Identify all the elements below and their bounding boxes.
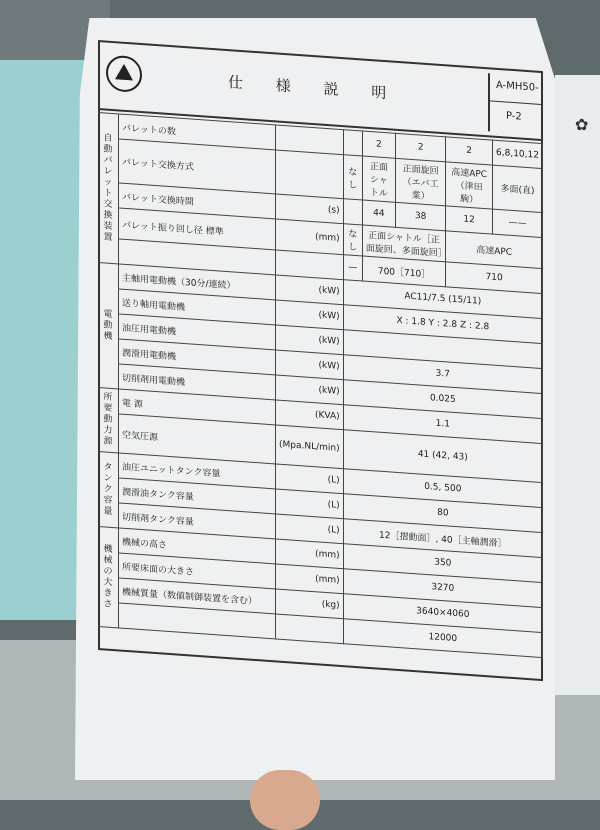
background-blue-sheet <box>0 60 90 620</box>
row-unit <box>276 614 344 644</box>
section-label: タンク容量 <box>98 452 119 528</box>
row-label: パレット振り回し径 標準 <box>119 208 276 250</box>
cell: なし <box>343 224 362 256</box>
row-value: 12000 <box>343 619 542 658</box>
row-value: 3.7 <box>343 355 542 394</box>
background-next-page <box>555 75 600 695</box>
row-unit <box>276 150 344 199</box>
cell: 6,8,10,12 <box>492 140 542 168</box>
row-value: 3270 <box>343 569 542 608</box>
row-unit: (kg) <box>276 589 344 619</box>
cell: 2 <box>362 131 395 158</box>
cell: 710 <box>446 262 543 294</box>
row-unit: (L) <box>276 514 344 544</box>
spec-document <box>98 40 553 692</box>
cell <box>343 130 362 156</box>
cell: 正面旋回（エバ工業） <box>396 158 446 206</box>
row-label: 油圧ユニットタンク容量 <box>119 453 276 489</box>
row-value: 1.1 <box>343 405 542 444</box>
document-number: A-MH50- <box>488 73 543 105</box>
row-label: 潤滑油タンク容量 <box>119 478 276 514</box>
cell: 多面(直) <box>492 165 542 212</box>
cell: 高速APC（津田駒） <box>446 162 493 209</box>
page-number: P-2 <box>488 101 543 135</box>
row-label: 空気圧源 <box>119 414 276 464</box>
row-unit: (Mpa.NL/min) <box>276 425 344 469</box>
finger <box>250 770 320 830</box>
page-title: 仕 様 説 明 <box>228 73 401 104</box>
cell: なし <box>343 155 362 200</box>
row-value: 0.025 <box>343 380 542 419</box>
row-unit: (kW) <box>276 325 344 355</box>
cell: 12 <box>446 206 493 234</box>
row-value: 0.5, 500 <box>343 469 542 508</box>
row-label: 所要床面の大きさ <box>119 553 276 589</box>
cell: 700［710］ <box>362 256 446 287</box>
row-unit: (kW) <box>276 375 344 405</box>
row-label: 切削剤用電動機 <box>119 364 276 400</box>
section-label: 電動機 <box>98 263 119 389</box>
section-label: 自動パレット交換装置 <box>98 113 119 264</box>
next-page-logo-icon: ✿ <box>575 115 589 134</box>
row-label: パレット交換時間 <box>119 183 276 219</box>
row-unit: (kW) <box>276 300 344 330</box>
row-label: 油圧用電動機 <box>119 314 276 350</box>
row-label: パレットの数 <box>119 114 276 150</box>
row-unit: (mm) <box>276 564 344 594</box>
section-label: 所要動力源 <box>98 388 119 453</box>
row-unit: (KVA) <box>276 400 344 430</box>
row-label: 機械質量（数値制御装置を含む） <box>119 578 276 614</box>
row-value: AC11/7.5 (15/11) <box>343 280 542 319</box>
row-label: 機械の高さ <box>119 528 276 564</box>
row-unit: (mm) <box>276 539 344 569</box>
cell: 2 <box>396 133 446 162</box>
row-unit: (kW) <box>276 350 344 380</box>
row-unit: (kW) <box>276 275 344 305</box>
row-label: 電 源 <box>119 389 276 425</box>
row-unit: (L) <box>276 489 344 519</box>
row-label: 主軸用電動機（30分/連続） <box>119 264 276 300</box>
row-unit: (s) <box>276 194 344 224</box>
row-label: 切削剤タンク容量 <box>119 503 276 539</box>
row-unit: (L) <box>276 464 344 494</box>
cell <box>343 199 362 225</box>
cell: 高速APC <box>446 231 543 269</box>
row-label: パレット交換方式 <box>119 139 276 194</box>
company-logo-icon <box>106 55 142 94</box>
spec-table <box>98 112 543 658</box>
row-value: 3640×4060 <box>343 594 542 633</box>
row-value: X : 1.8 Y : 2.8 Z : 2.8 <box>343 305 542 344</box>
row-value: 41 (42, 43) <box>343 430 542 483</box>
cell: 44 <box>362 200 395 227</box>
row-unit: (mm) <box>276 219 344 255</box>
row-label: 潤滑用電動機 <box>119 339 276 375</box>
cell: 2 <box>446 137 493 165</box>
cell: 正面シャトル［正面旋回、多面旋回］ <box>362 225 446 262</box>
section-label: 機械の大きさ <box>98 527 119 628</box>
row-value: 80 <box>343 494 542 533</box>
row-label: 送り軸用電動機 <box>119 289 276 325</box>
cell: 正面シャトル <box>362 156 395 202</box>
cell: 38 <box>396 202 446 231</box>
row-value: 12［摺動面］, 40［主軸潤滑］ <box>343 519 542 558</box>
row-value: 350 <box>343 544 542 583</box>
cell: — <box>343 255 362 281</box>
cell: —— <box>492 209 542 237</box>
